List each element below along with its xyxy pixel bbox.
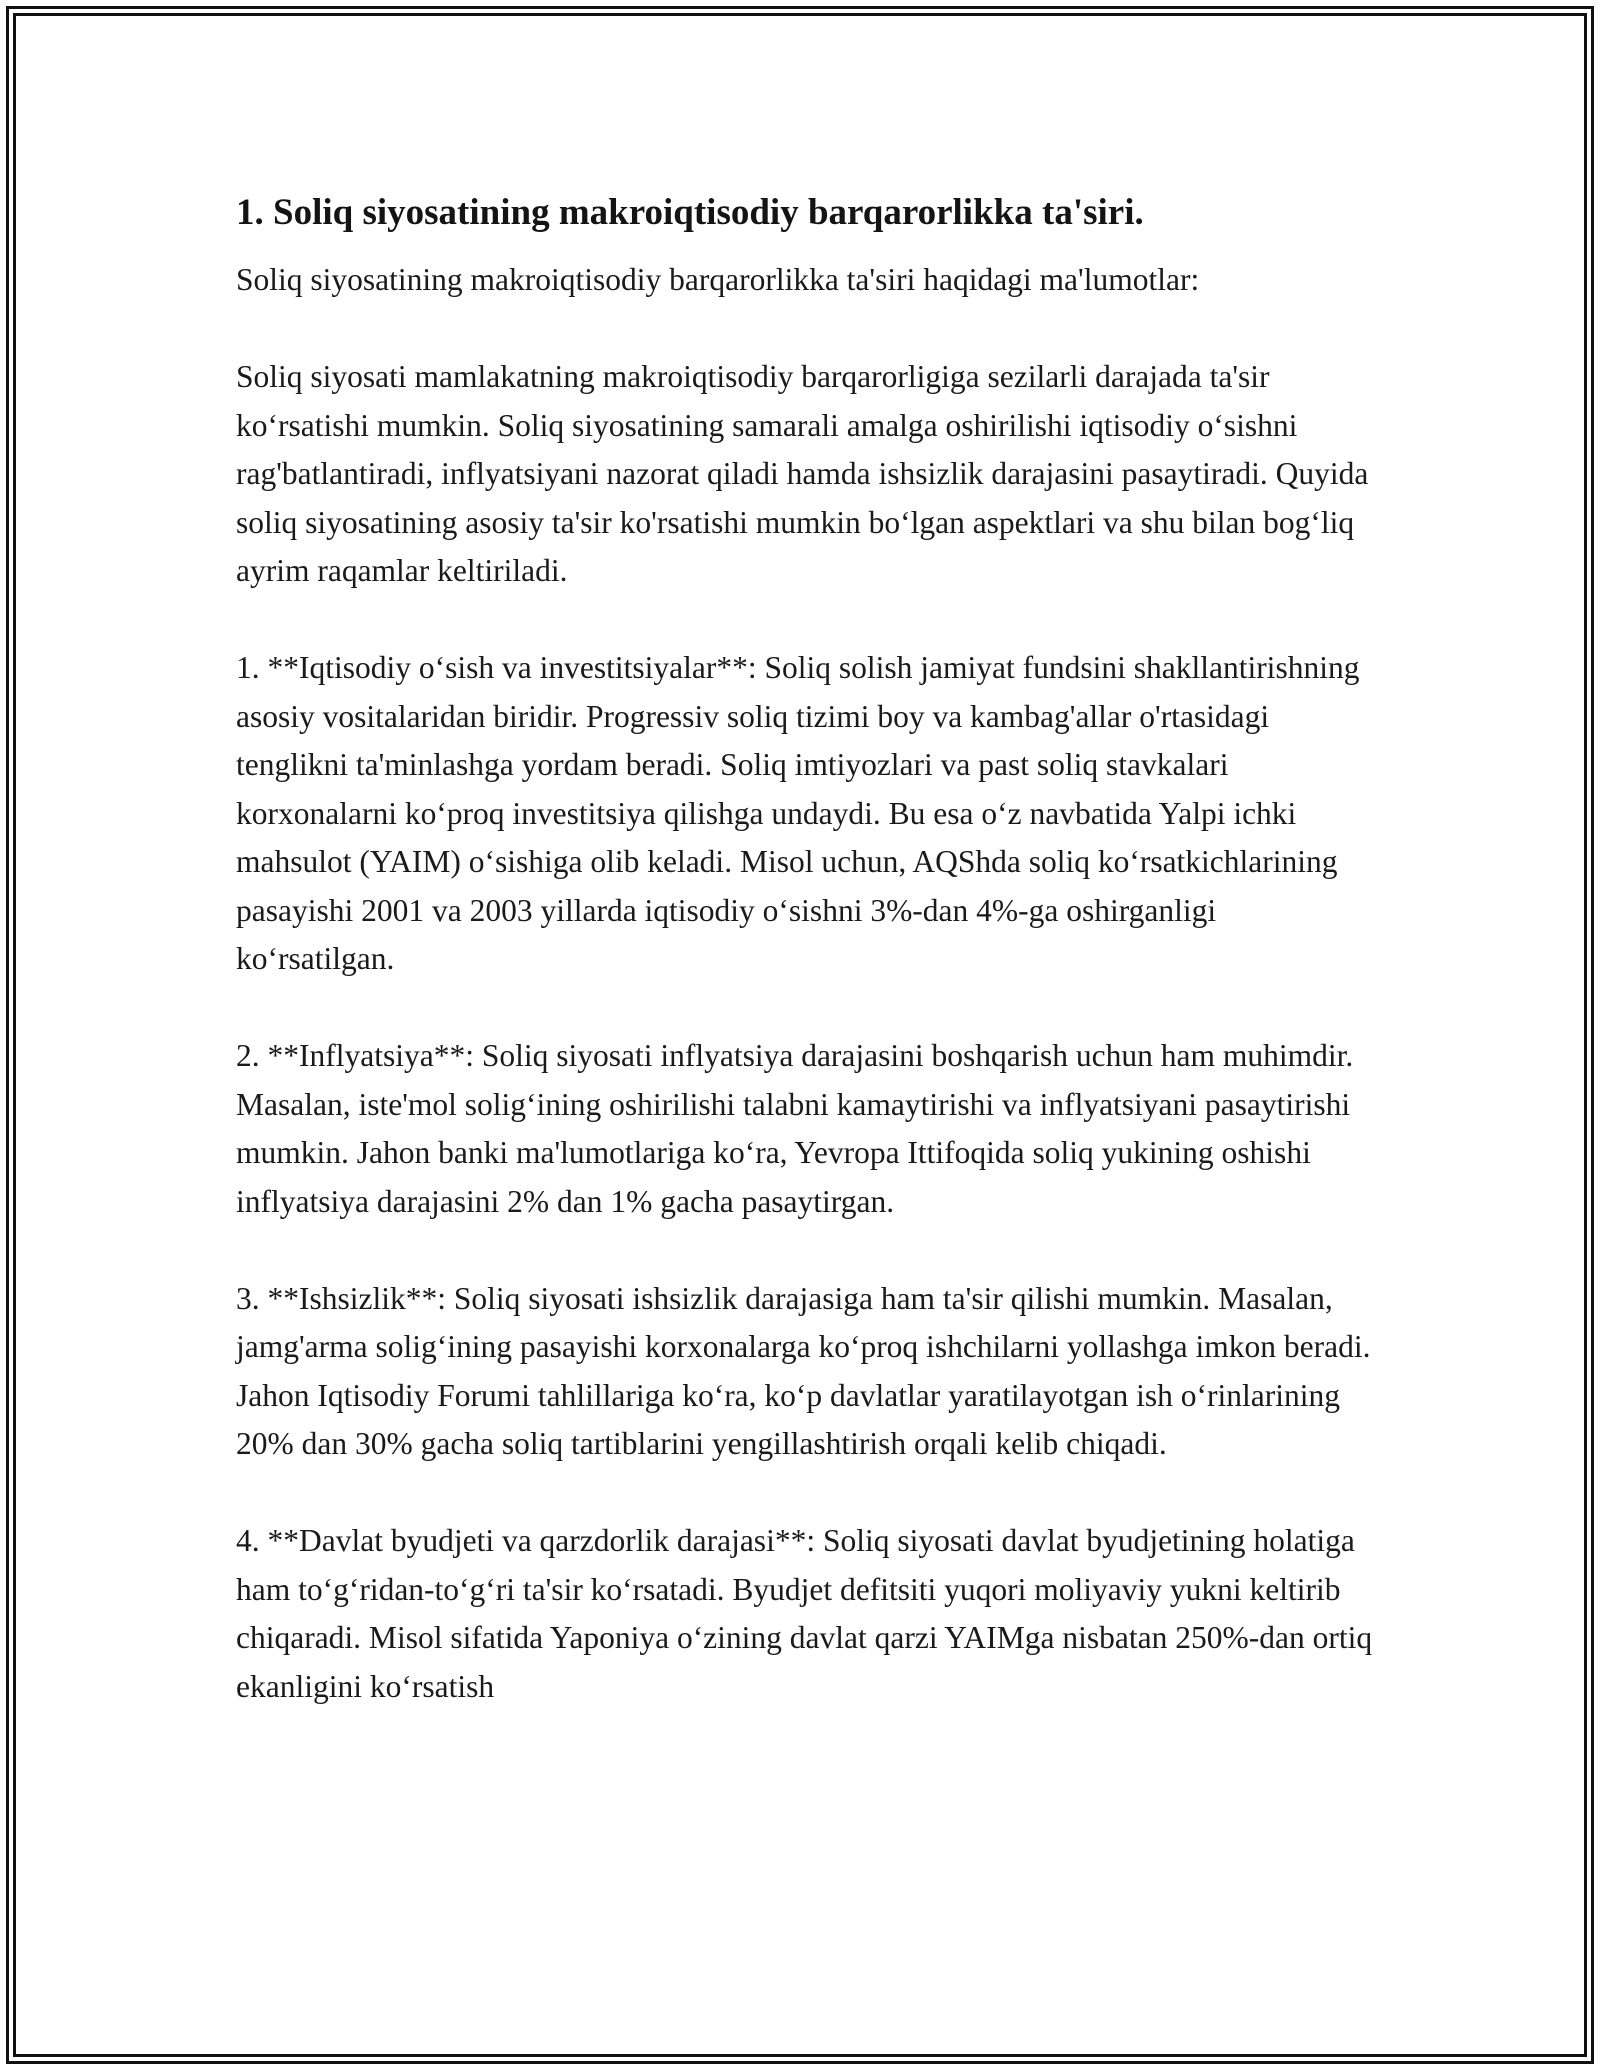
paragraph-unemployment: 3. **Ishsizlik**: Soliq siyosati ishsizlik darajasiga ham ta'sir qilishi mumkin. Masalan, jamg'arma solig‘ining pasayishi korxonalarga ko‘proq ishchilarni yollashga imkon beradi. Jahon Iqtisodiy Forumi tahlillariga ko‘ra, ko‘p davlatlar yaratilayotgan ish o‘rinlarining 20% dan 30% gacha soliq tartiblarini yengillashtirish orqali kelib chiqadi. — [236, 1280, 1371, 1461]
paragraph-state-budget: 4. **Davlat byudjeti va qarzdorlik darajasi**: Soliq siyosati davlat byudjetining holatiga ham to‘g‘ridan-to‘g‘ri ta'sir ko‘rsatadi. Byudjet defitsiti yuqori moliyaviy yukni keltirib chiqaradi. Misol sifatida Yaponiya o‘zining davlat qarzi YAIMga nisbatan 250%-dan ortiq ekanligini ko‘rsatish — [236, 1523, 1373, 1704]
lead-paragraph: Soliq siyosatining makroiqtisodiy barqarorlikka ta'siri haqidagi ma'lumotlar: — [236, 262, 1200, 297]
paragraph-inflation: 2. **Inflyatsiya**: Soliq siyosati inflyatsiya darajasini boshqarish uchun ham muhimdir. Masalan, iste'mol solig‘ining oshirilishi talabni kamaytirishi va inflyatsiyani pasaytirishi mumkin. Jahon banki ma'lumotlariga ko‘ra, Yevropa Ittifoqida soliq yukining oshishi inflyatsiya darajasini 2% dan 1% gacha pasaytirgan. — [236, 1038, 1354, 1219]
document-body — [236, 186, 1376, 1711]
paragraph-economic-growth: 1. **Iqtisodiy o‘sish va investitsiyalar**: Soliq solish jamiyat fundsini shakllantirishning asosiy vositalaridan biridir. Progressiv soliq tizimi boy va kambag'allar o'rtasidagi tenglikni ta'minlashga yordam beradi. Soliq imtiyozlari va past soliq stavkalari korxonalarni ko‘proq investitsiya qilishga undaydi. Bu esa o‘z navbatida Yalpi ichki mahsulot (YAIM) o‘sishiga olib keladi. Misol uchun, AQShda soliq ko‘rsatkichlarining pasayishi 2001 va 2003 yillarda iqtisodiy o‘sishni 3%-dan 4%-ga oshirganligi ko‘rsatilgan. — [236, 650, 1360, 976]
page-title: 1. Soliq siyosatining makroiqtisodiy barqarorlikka ta'siri. — [236, 192, 1144, 233]
paragraph-intro: Soliq siyosati mamlakatning makroiqtisodiy barqarorligiga sezilarli darajada ta'sir ko‘rsatishi mumkin. Soliq siyosatining samarali amalga oshirilishi iqtisodiy o‘sishni rag'batlantiradi, inflyatsiyani nazorat qiladi hamda ishsizlik darajasini pasaytiradi. Quyida soliq siyosatining asosiy ta'sir ko'rsatishi mumkin bo‘lgan aspektlari va shu bilan bog‘liq ayrim raqamlar keltiriladi. — [236, 359, 1369, 588]
